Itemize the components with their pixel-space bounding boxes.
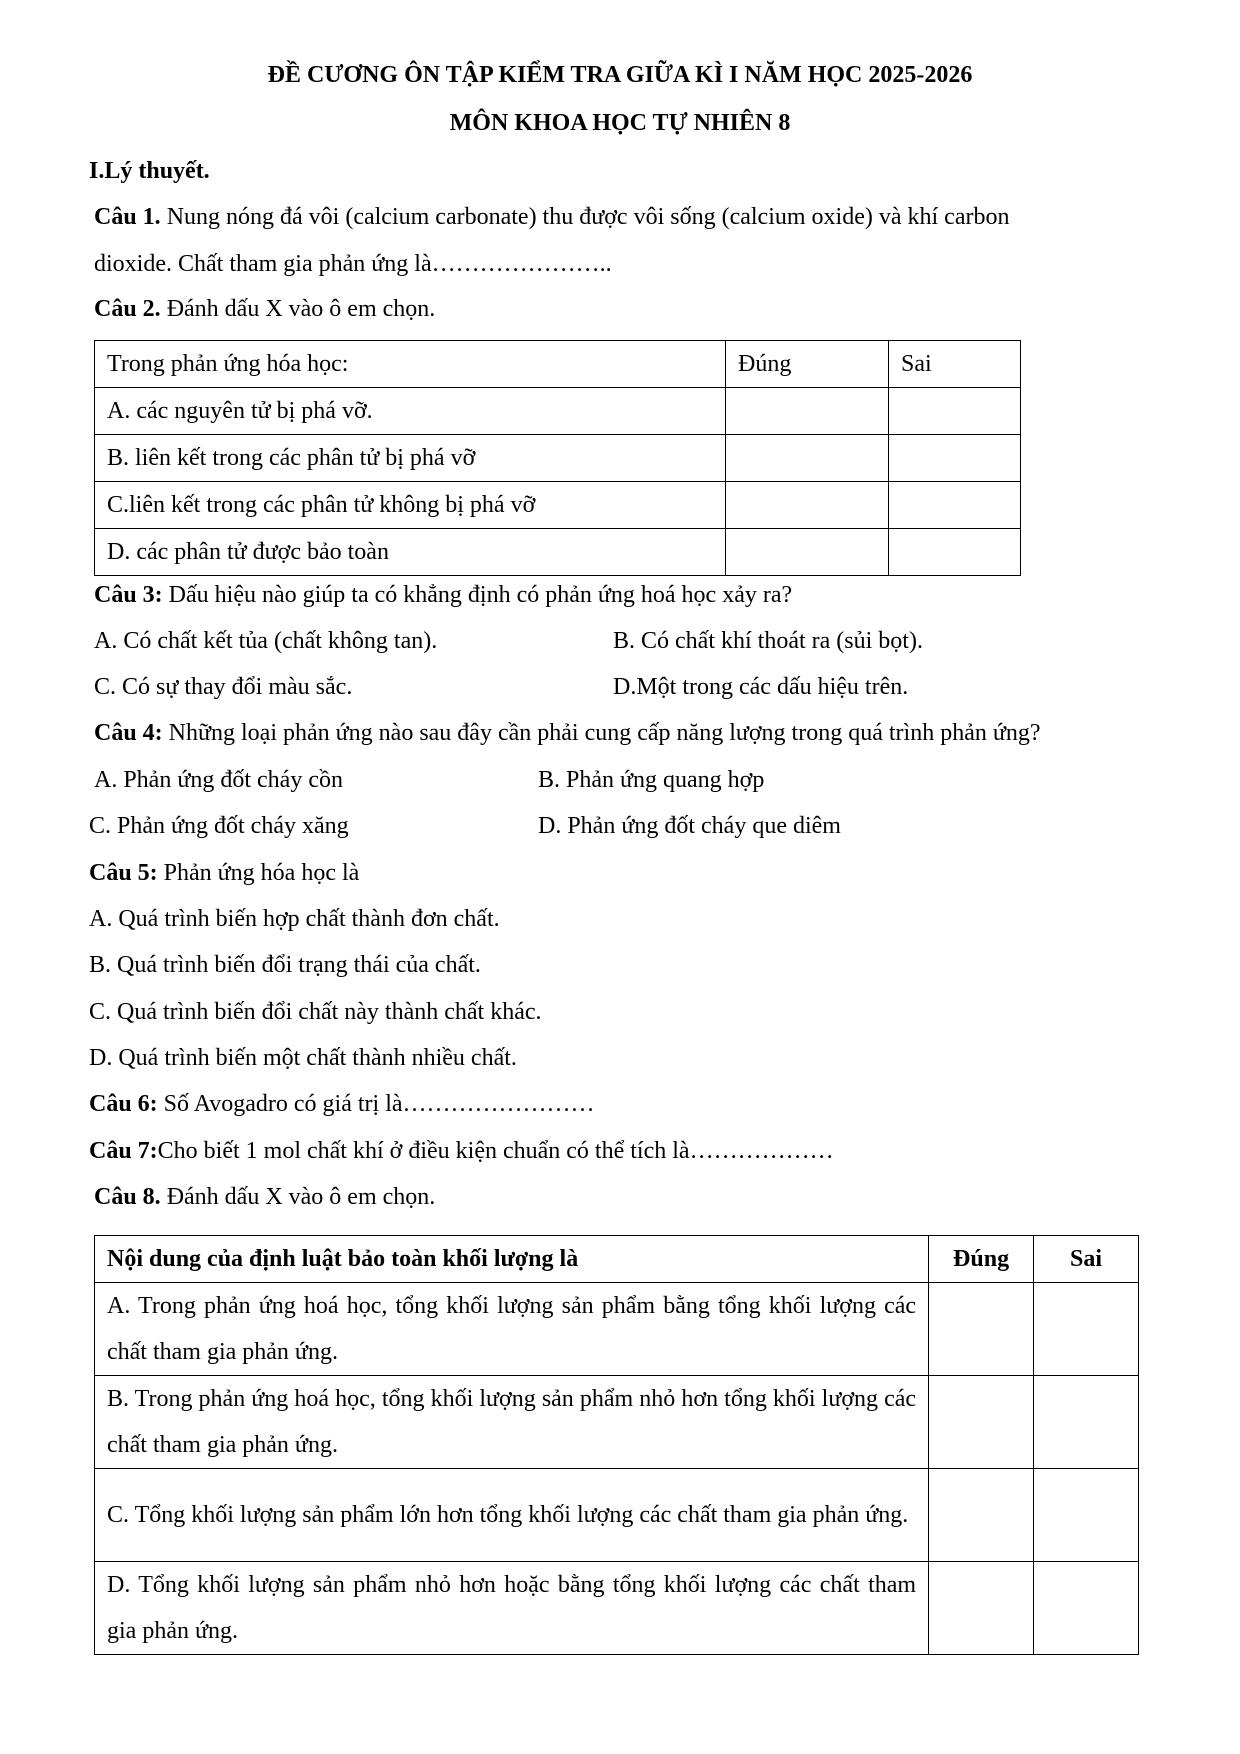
false-checkbox-cell[interactable]	[1034, 1562, 1139, 1655]
question-6	[89, 1091, 595, 1118]
question-label: Câu 5:	[89, 860, 158, 886]
table-header-statement: Trong phản ứng hóa học:	[95, 341, 726, 388]
true-checkbox-cell[interactable]	[726, 529, 889, 576]
option-a: A. Quá trình biến hợp chất thành đơn chất.	[89, 906, 500, 932]
statement-cell: A. các nguyên tử bị phá vỡ.	[95, 388, 726, 435]
option-c: C. Phản ứng đốt cháy xăng	[89, 813, 349, 839]
false-checkbox-cell[interactable]	[889, 435, 1021, 482]
question-label: Câu 1.	[94, 204, 161, 230]
question-1-continued: dioxide. Chất tham gia phản ứng là…………………..	[94, 251, 612, 277]
subject-title: MÔN KHOA HỌC TỰ NHIÊN 8	[449, 110, 791, 136]
false-checkbox-cell[interactable]	[1034, 1469, 1139, 1562]
table-row	[95, 529, 1021, 576]
table-header-row	[95, 1236, 1139, 1283]
true-checkbox-cell[interactable]	[929, 1376, 1034, 1469]
option-c: C. Có sự thay đổi màu sắc.	[94, 674, 353, 700]
question-label: Câu 8.	[94, 1184, 161, 1210]
false-checkbox-cell[interactable]	[1034, 1283, 1139, 1376]
question-5	[89, 860, 359, 887]
false-checkbox-cell[interactable]	[889, 482, 1021, 529]
question-text: Cho biết 1 mol chất khí ở điều kiện chuẩn có thể tích là………………	[157, 1138, 834, 1164]
table-row	[95, 388, 1021, 435]
true-checkbox-cell[interactable]	[929, 1469, 1034, 1562]
option-a: A. Phản ứng đốt cháy cồn	[94, 767, 343, 793]
question-label: Câu 3:	[94, 582, 163, 608]
document-title: ĐỀ CƯƠNG ÔN TẬP KIỂM TRA GIỮA KÌ I NĂM HỌC 2025-2026	[267, 62, 973, 88]
option-d: D.Một trong các dấu hiệu trên.	[613, 674, 909, 700]
true-checkbox-cell[interactable]	[726, 435, 889, 482]
statement-cell: D. các phân tử được bảo toàn	[95, 529, 726, 576]
true-checkbox-cell[interactable]	[929, 1283, 1034, 1376]
question-text: Đánh dấu X vào ô em chọn.	[160, 1184, 436, 1210]
question-3	[94, 582, 792, 609]
statement-cell: C.liên kết trong các phân tử không bị phá vỡ	[95, 482, 726, 529]
table-row	[95, 435, 1021, 482]
table-header-statement: Nội dung của định luật bảo toàn khối lượng là	[95, 1236, 929, 1283]
table-header-false: Sai	[1034, 1236, 1139, 1283]
option-b: B. Quá trình biến đổi trạng thái của chất.	[89, 952, 481, 978]
statement-cell: B. liên kết trong các phân tử bị phá vỡ	[95, 435, 726, 482]
table-row	[95, 1562, 1139, 1655]
question-1	[94, 204, 1009, 231]
true-checkbox-cell[interactable]	[726, 388, 889, 435]
option-b: B. Có chất khí thoát ra (sủi bọt).	[613, 628, 923, 654]
statement-cell: A. Trong phản ứng hoá học, tổng khối lượng sản phẩm bằng tổng khối lượng các chất tham gia phản ứng.	[95, 1283, 929, 1376]
true-checkbox-cell[interactable]	[929, 1562, 1034, 1655]
question-7	[89, 1138, 834, 1165]
option-a: A. Có chất kết tủa (chất không tan).	[94, 628, 438, 654]
question-text: Những loại phản ứng nào sau đây cần phải cung cấp năng lượng trong quá trình phản ứng?	[162, 720, 1041, 746]
option-d: D. Quá trình biến một chất thành nhiều chất.	[89, 1045, 517, 1071]
option-b: B. Phản ứng quang hợp	[538, 767, 765, 793]
table-row	[95, 1376, 1139, 1469]
question-text: Nung nóng đá vôi (calcium carbonate) thu được vôi sống (calcium oxide) và khí carbon	[160, 204, 1010, 230]
statement-cell: C. Tổng khối lượng sản phẩm lớn hơn tổng khối lượng các chất tham gia phản ứng.	[95, 1469, 929, 1562]
question-text: Đánh dấu X vào ô em chọn.	[160, 296, 436, 322]
table-row	[95, 1469, 1139, 1562]
question-text: Dấu hiệu nào giúp ta có khẳng định có phản ứng hoá học xảy ra?	[162, 582, 793, 608]
question-label: Câu 7:	[89, 1138, 158, 1164]
false-checkbox-cell[interactable]	[1034, 1376, 1139, 1469]
table-header-row	[95, 341, 1021, 388]
statement-cell: D. Tổng khối lượng sản phẩm nhỏ hơn hoặc bằng tổng khối lượng các chất tham gia phản ứng.	[95, 1562, 929, 1655]
option-d: D. Phản ứng đốt cháy que diêm	[538, 813, 841, 839]
section-heading: I.Lý thuyết.	[89, 158, 210, 184]
question-text: Số Avogadro có giá trị là……………………	[157, 1091, 595, 1117]
question-label: Câu 2.	[94, 296, 161, 322]
question-8	[94, 1184, 435, 1211]
false-checkbox-cell[interactable]	[889, 529, 1021, 576]
option-c: C. Quá trình biến đổi chất này thành chất khác.	[89, 999, 542, 1025]
question-label: Câu 6:	[89, 1091, 158, 1117]
question-8-table	[94, 1235, 1139, 1655]
table-header-true: Đúng	[929, 1236, 1034, 1283]
question-text: Phản ứng hóa học là	[157, 860, 360, 886]
true-checkbox-cell[interactable]	[726, 482, 889, 529]
table-row	[95, 1283, 1139, 1376]
statement-cell: B. Trong phản ứng hoá học, tổng khối lượng sản phẩm nhỏ hơn tổng khối lượng các chất tham gia phản ứng.	[95, 1376, 929, 1469]
table-header-true: Đúng	[726, 341, 889, 388]
question-2-table	[94, 340, 1021, 576]
table-header-false: Sai	[889, 341, 1021, 388]
table-row	[95, 482, 1021, 529]
question-2	[94, 296, 435, 323]
false-checkbox-cell[interactable]	[889, 388, 1021, 435]
question-label: Câu 4:	[94, 720, 163, 746]
question-4	[94, 720, 1041, 747]
